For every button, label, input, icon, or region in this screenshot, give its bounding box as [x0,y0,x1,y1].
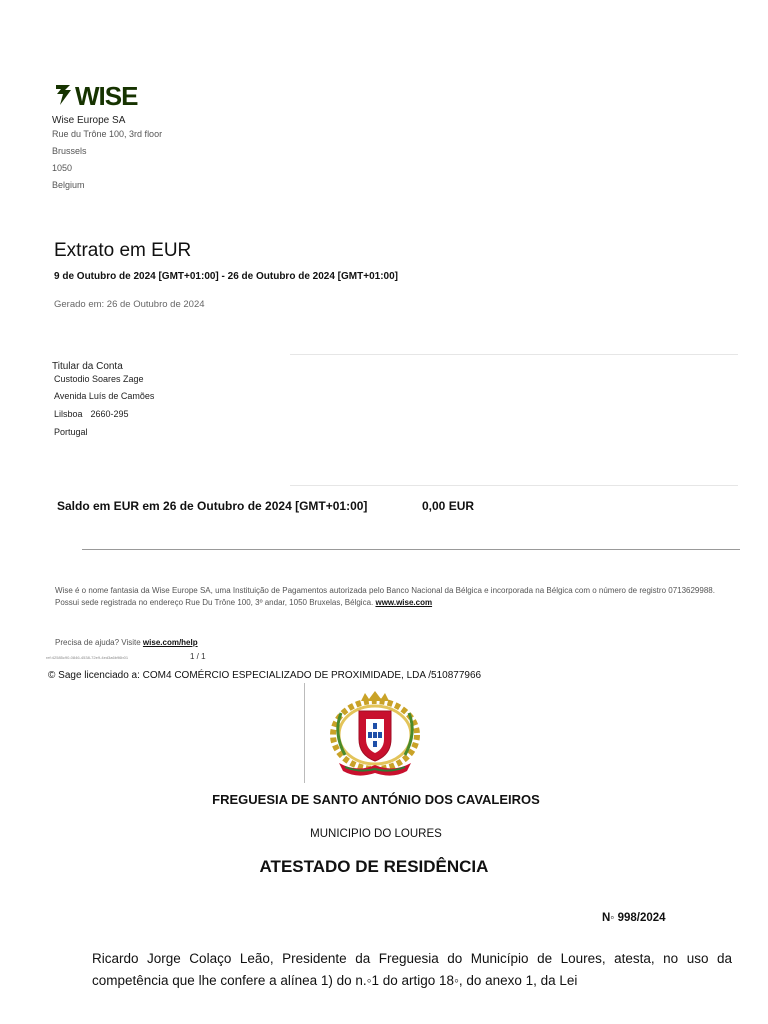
help-line [55,638,198,647]
divider [290,485,738,486]
holder-postcode: 2660-295 [90,409,129,419]
divider [290,354,738,355]
coat-of-arms-icon [305,683,445,783]
divider [82,549,740,550]
reference-code: ref:42585c90-0846-4538-72e9-4ed3a6b96b01 [46,655,129,660]
holder-name: Custodio Soares Zage [54,374,144,384]
page-counter: 1 / 1 [190,652,206,661]
crest-image [304,683,445,783]
address-line: Brussels [52,146,87,156]
sage-license: © Sage licenciado a: COM4 COMÉRCIO ESPECIALIZADO DE PROXIMIDADE, LDA /510877966 [48,670,482,681]
holder-label: Titular da Conta [52,361,123,372]
address-line: Rue du Trône 100, 3rd floor [52,129,163,139]
balance-label: Saldo em EUR em 26 de Outubro de 2024 [GMT+01:00] [57,499,368,513]
statement-period: 9 de Outubro de 2024 [GMT+01:00] - 26 de Outubro de 2024 [GMT+01:00] [54,271,398,282]
certificate-title: ATESTADO DE RESIDÊNCIA [259,857,489,876]
freguesia-name: FREGUESIA DE SANTO ANTÓNIO DOS CAVALEIROS [212,792,540,807]
balance-value: 0,00 EUR [422,499,475,513]
address-line: Belgium [52,180,85,190]
municipio-name: MUNICIPIO DO LOURES [310,828,442,840]
address-line: 1050 [52,163,73,173]
help-link[interactable]: wise.com/help [142,638,198,647]
help-text: Precisa de ajuda? Visite [55,638,141,647]
holder-city-line [54,409,129,419]
wise-logo [54,82,158,108]
company-name: Wise Europe SA [52,115,126,126]
certificate-body: Ricardo Jorge Colaço Leão, Presidente da Freguesia do Município de Loures, atesta, no uso da competência que lhe confere a alínea 1) do n.◦1 do artigo 18◦, do anexo 1, da Lei [92,951,732,988]
wise-link[interactable]: www.wise.com [375,598,433,607]
generated-date: Gerado em: 26 de Outubro de 2024 [54,299,205,310]
statement-title: Extrato em EUR [54,240,192,261]
legal-text: Wise é o nome fantasia da Wise Europe SA, uma Instituição de Pagamentos autorizada pelo Banco Nacional da Bélgica e incorporada na Bélgica com o número de registro 0713629988. Possui sede registrada no endereço Rue Du Trône 100, 3º andar, 1050 Bruxelas, Bélgica. [55,586,715,607]
holder-city: Lilsboa [54,409,83,419]
certificate-number: N◦ 998/2024 [602,912,666,924]
svg-text:WISE: WISE [75,82,138,108]
holder-country: Portugal [54,427,88,437]
holder-street: Avenida Luís de Camões [54,391,155,401]
legal-notice [55,585,735,609]
